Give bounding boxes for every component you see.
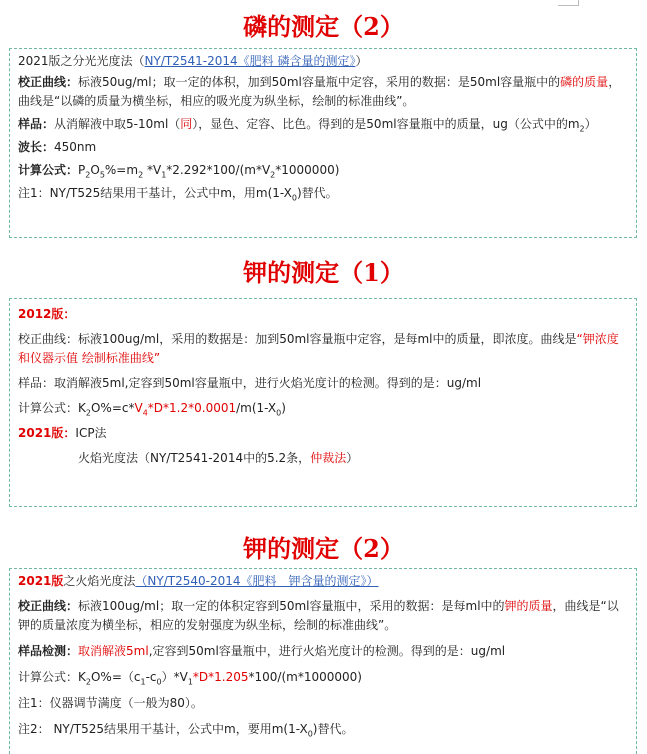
potassium-2-formula-line: 计算公式：$K_2O\%=(c_1-c_0)*V_1*D*1.205*100/(m*1000000)$: [18, 670, 362, 687]
phosphorus-formula-line: 计算公式：$P_2O_5\%=m_2$ $*V_1*2.292*100/(m*V_2*1000000)$: [18, 163, 340, 180]
page-corner-mark: [558, 0, 579, 6]
phosphorus-sample-paragraph: 样品：从消解液中取5-10ml（同），显色、定容、比色。得到的是50ml容量瓶中的质量，ug（公式中的$m_2$）: [18, 117, 597, 134]
potassium-2012-sample-line: 样品：取消解液5ml,定容到50ml容量瓶中，进行火焰光度计的检测。得到的是：ug/ml: [18, 376, 482, 390]
phosphorus-note-line: 注1：NY/T525结果用干基计，公式中m，用$m(1-X_0)$替代。: [18, 186, 338, 203]
section-title-phosphorus-2: 磷的测定（2）: [243, 12, 404, 41]
phosphorus-wavelength-line: 波长：450nm: [18, 140, 97, 154]
potassium-2-note2-line: 注2： NY/T525结果用干基计，公式中m，要用$m(1-X_0)$替代。: [18, 722, 354, 739]
potassium-2-box: [9, 568, 637, 754]
potassium-2012-formula-line: 计算公式：$K_2O\%=c*V_4*D*1.2*0.0001/m(1-X_0)$: [18, 401, 286, 418]
potassium-2012-label: 2012版：: [18, 307, 76, 321]
potassium-2012-curve-paragraph: 校正曲线：标液100ug/ml，采用的数据是：加到50ml容量瓶中定容，是每ml中的质量，即浓度。曲线是“钾浓度和仪器示值 绘制标准曲线”: [18, 332, 619, 365]
section-title-potassium-1: 钾的测定（1）: [243, 258, 404, 287]
section-title-potassium-2: 钾的测定（2）: [243, 534, 404, 563]
potassium-2-note1-line: 注1：仪器调节满度（一般为80）。: [18, 696, 203, 710]
potassium-flame-line: 火焰光度法（NY/T2541-2014中的5.2条，仲裁法）: [78, 451, 359, 465]
potassium-1-box: [9, 298, 637, 507]
potassium-standard-link[interactable]: （NY/T2540-2014《肥料 钾含量的测定》）: [135, 574, 379, 588]
phosphorus-method-line: 2021版之分光光度法（NY/T2541-2014《肥料 磷含量的测定》）: [18, 54, 368, 68]
phosphorus-2-box: [9, 48, 637, 238]
potassium-2-sample-line: 样品检测：取消解液5ml,定容到50ml容量瓶中，进行火焰光度计的检测。得到的是：ug/ml: [18, 644, 506, 658]
potassium-2-curve-paragraph: 校正曲线：标液100ug/ml；取一定的体积定容到50ml容量瓶中，采用的数据：是每ml中的钾的质量，曲线是“以钾的质量浓度为横坐标，相应的发射强度为纵坐标，绘制的标准曲线”。: [18, 599, 619, 632]
phosphorus-curve-paragraph: 校正曲线：标液50ug/ml；取一定的体积，加到50ml容量瓶中定容，采用的数据：是50ml容量瓶中的磷的质量，曲线是“以磷的质量为横坐标，相应的吸光度为纵坐标，绘制的标准曲线”。: [18, 75, 621, 108]
potassium-2-method-line: 2021版之火焰光度法（NY/T2540-2014《肥料 钾含量的测定》）: [18, 574, 379, 588]
phosphorus-standard-link[interactable]: NY/T2541-2014《肥料 磷含量的测定》: [144, 54, 356, 68]
potassium-2021-line: 2021版：ICP法: [18, 426, 107, 440]
